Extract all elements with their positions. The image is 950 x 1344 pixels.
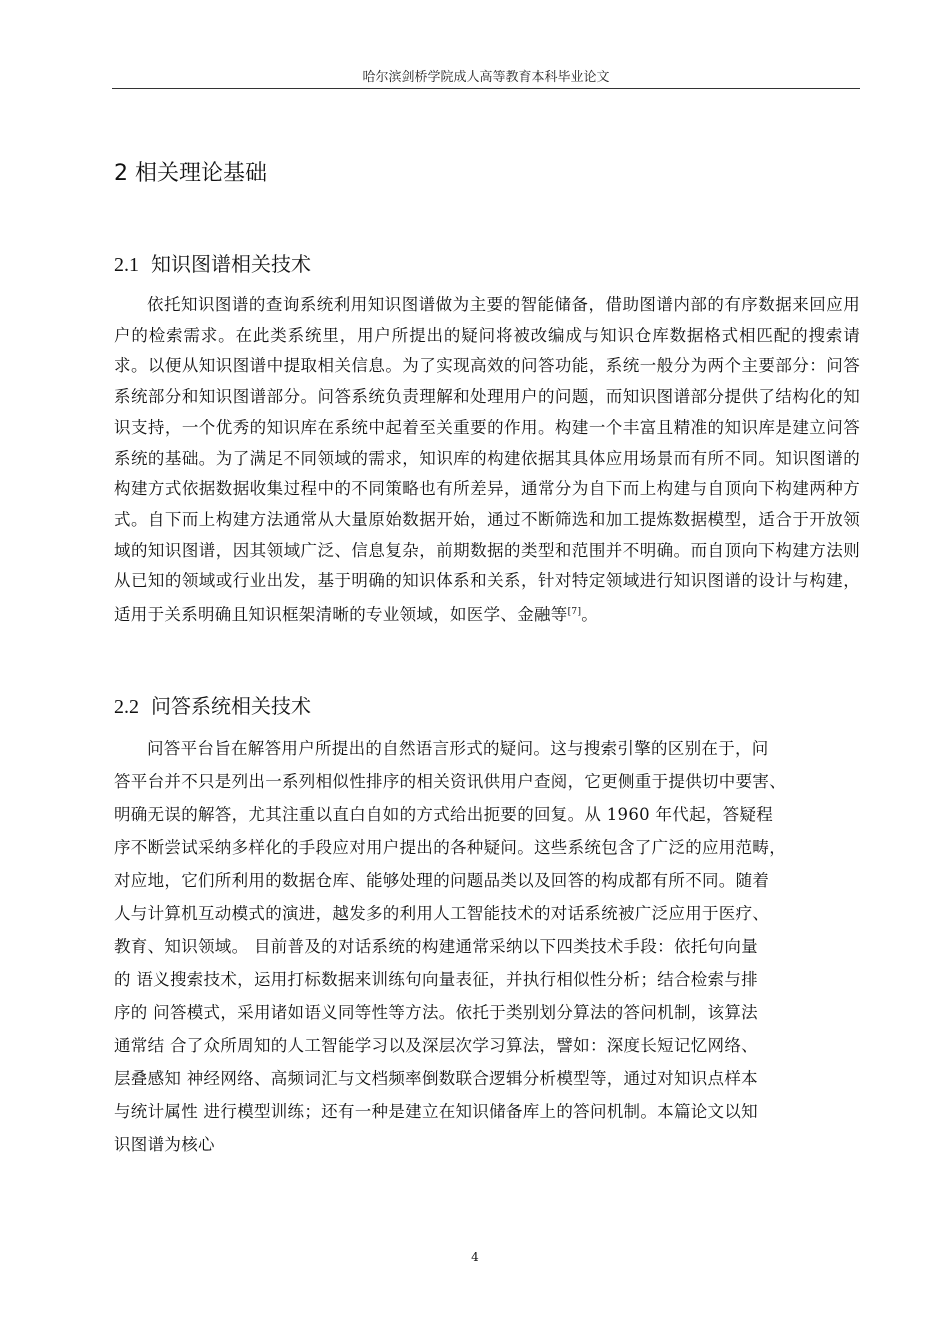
- text-line: 序的 问答模式，采用诸如语义同等性等方法。依托于类别划分算法的答问机制，该算法: [114, 1003, 758, 1022]
- section-number: 2.2: [114, 696, 139, 718]
- paragraph-end: 。: [581, 605, 599, 625]
- section-2-1-paragraph: [114, 290, 860, 631]
- section-number: 2.1: [114, 254, 139, 276]
- text-line: 问答平台旨在解答用户所提出的自然语言形式的疑问。这与搜索引擎的区别在于，问: [147, 739, 769, 758]
- section-heading-2-2: [114, 690, 311, 719]
- text-line: 人与计算机互动模式的演进，越发多的利用人工智能技术的对话系统被广泛应用于医疗、: [114, 904, 770, 923]
- header-rule: [112, 88, 860, 89]
- section-heading-2-1: [114, 248, 311, 277]
- text-line: 与统计属性 进行模型训练；还有一种是建立在知识储备库上的答问机制。本篇论文以知: [114, 1102, 758, 1121]
- section-title: 问答系统相关技术: [151, 694, 311, 718]
- text-line: 层叠感知 神经网络、高频词汇与文档频率倒数联合逻辑分析模型等，通过对知识点样本: [114, 1069, 758, 1088]
- chapter-heading: 2 相关理论基础: [114, 161, 267, 186]
- text-line: 答平台并不只是列出一系列相似性排序的相关资讯供用户查阅，它更侧重于提供切中要害、: [114, 772, 786, 791]
- text-line: 教育、知识领域。 目前普及的对话系统的构建通常采纳以下四类技术手段：依托句向量: [114, 937, 758, 956]
- text-line: 明确无误的解答，尤其注重以直白自如的方式给出扼要的回复。从 1960 年代起，答疑程: [114, 805, 774, 824]
- citation: [7]: [567, 607, 582, 618]
- text-line: 的 语义搜索技术，运用打标数据来训练句向量表征，并执行相似性分析；结合检索与排: [114, 970, 758, 989]
- paragraph-text: 依托知识图谱的查询系统利用知识图谱做为主要的智能储备，借助图谱内部的有序数据来回应用户的检索需求。在此类系统里，用户所提出的疑问将被改编成与知识仓库数据格式相匹配的搜索请求。以便从知识图谱中提取相关信息。为了实现高效的问答功能，系统一般分为两个主要部分：问答系统部分和知识图谱部分。问答系统负责理解和处理用户的问题，而知识图谱部分提供了结构化的知识支持，一个优秀的知识库在系统中起着至关重要的作用。构建一个丰富且精准的知识库是建立问答系统的基础。为了满足不同领域的需求，知识库的构建依据其具体应用场景而有所不同。知识图谱的构建方式依据数据收集过程中的不同策略也有所差异，通常分为自下而上构建与自顶向下构建两种方式。自下而上构建方法通常从大量原始数据开始，通过不断筛选和加工提炼数据模型，适合于开放领域的知识图谱，因其领域广泛、信息复杂，前期数据的类型和范围并不明确。而自顶向下构建方法则从已知的领域或行业出发，基于明确的知识体系和关系，针对特定领域进行知识图谱的设计与构建，适用于关系明确且知识框架清晰的专业领域，如医学、金融等: [114, 295, 860, 625]
- text-line: 通常结 合了众所周知的人工智能学习以及深层次学习算法，譬如：深度长短记忆网络、: [114, 1036, 758, 1055]
- running-header: 哈尔滨剑桥学院成人高等教育本科毕业论文: [362, 70, 610, 85]
- section-title: 知识图谱相关技术: [151, 252, 311, 276]
- text-line: 序不断尝试采纳多样化的手段应对用户提出的各种疑问。这些系统包含了广泛的应用范畴，: [114, 838, 786, 857]
- text-line: 识图谱为核心: [114, 1135, 215, 1154]
- page-number: 4: [471, 1250, 479, 1264]
- text-line: 对应地，它们所利用的数据仓库、能够处理的问题品类以及回答的构成都有所不同。随着: [114, 871, 770, 890]
- section-2-2-paragraph: [114, 732, 860, 1161]
